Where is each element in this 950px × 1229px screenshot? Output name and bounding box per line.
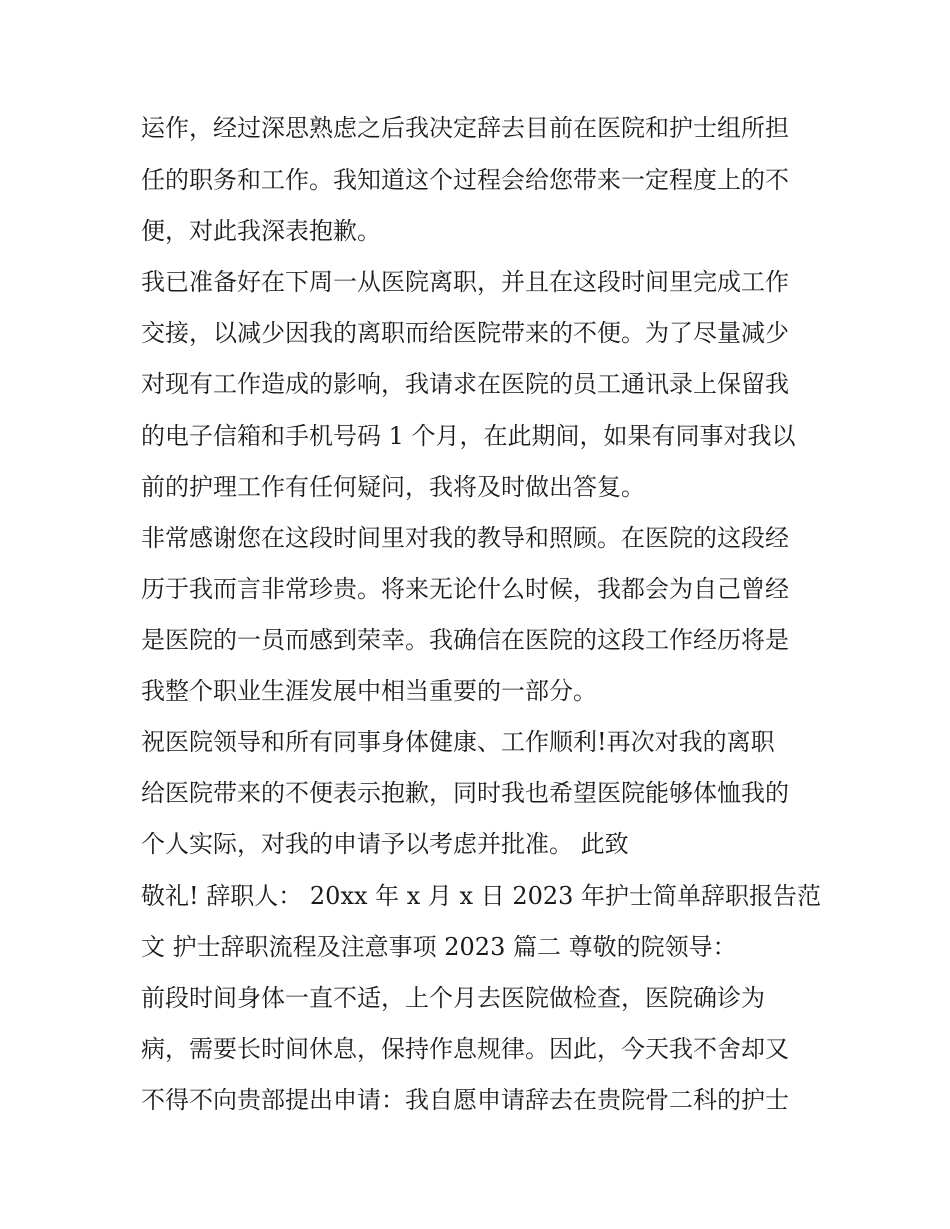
text-line-4: 我已准备好在下周一从医院离职，并且在这段时间里完成工作 bbox=[141, 268, 789, 296]
text-line-6: 对现有工作造成的影响，我请求在医院的员工通讯录上保留我 bbox=[141, 370, 789, 398]
text-line-18: 前段时间身体一直不适，上个月去医院做检查，医院确诊为 bbox=[141, 984, 765, 1012]
text-line-11: 是医院的一员而感到荣幸。我确信在医院的这段工作经历将是 bbox=[141, 626, 789, 654]
text-line-20: 不得不向贵部提出申请：我自愿申请辞去在贵院骨二科的护士 bbox=[141, 1086, 789, 1114]
text-line-16: 敬礼! 辞职人： 20xx 年 x 月 x 日 2023 年护士简单辞职报告范 bbox=[141, 882, 822, 910]
text-line-7: 的电子信箱和手机号码 1 个月，在此期间，如果有同事对我以 bbox=[141, 422, 796, 450]
text-line-13: 祝医院领导和所有同事身体健康、工作顺利!再次对我的离职 bbox=[141, 728, 775, 756]
text-line-17: 文 护士辞职流程及注意事项 2023 篇二 尊敬的院领导： bbox=[141, 933, 737, 961]
text-line-12: 我整个职业生涯发展中相当重要的一部分。 bbox=[141, 677, 597, 705]
text-line-10: 历于我而言非常珍贵。将来无论什么时候，我都会为自己曾经 bbox=[141, 575, 789, 603]
text-line-9: 非常感谢您在这段时间里对我的教导和照顾。在医院的这段经 bbox=[141, 524, 789, 552]
text-line-1: 运作，经过深思熟虑之后我决定辞去目前在医院和护士组所担 bbox=[141, 114, 789, 142]
text-line-19: 病，需要长时间休息，保持作息规律。因此，今天我不舍却又 bbox=[141, 1035, 789, 1063]
text-line-2: 任的职务和工作。我知道这个过程会给您带来一定程度上的不 bbox=[141, 166, 789, 194]
text-line-3: 便，对此我深表抱歉。 bbox=[141, 217, 381, 245]
text-line-14: 给医院带来的不便表示抱歉，同时我也希望医院能够体恤我的 bbox=[141, 779, 789, 807]
text-line-15: 个人实际，对我的申请予以考虑并批准。 此致 bbox=[141, 830, 629, 858]
text-line-5: 交接，以减少因我的离职而给医院带来的不便。为了尽量减少 bbox=[141, 319, 789, 347]
text-line-8: 前的护理工作有任何疑问，我将及时做出答复。 bbox=[141, 473, 645, 501]
